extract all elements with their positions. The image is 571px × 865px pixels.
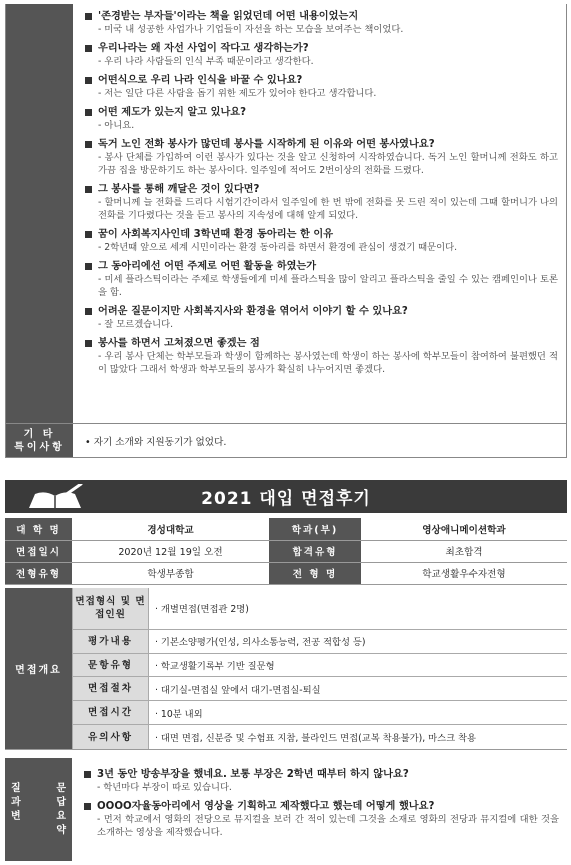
table-row: [5, 518, 567, 540]
answer-text: - 2학년때 앞으로 세계 시민이라는 환경 동아리를 하면서 환경에 관심이 생겼기 때문이다.: [98, 242, 458, 253]
square-bullet-icon: [85, 77, 92, 84]
overview-value: · 개별면접(면접관 2명): [148, 588, 567, 629]
qa-item: [85, 10, 558, 36]
square-bullet-icon: [85, 141, 92, 148]
answer-text: - 할머니께 늘 전화를 드리다 시험기간이라서 일주일에 한 번 밖에 전화를 못 드린 적이 있는데 그때 할머니가 나의 전화를 기다렸다는 것을 듣고 봉사의 지속성에 대해 알게 되었다.: [98, 197, 558, 221]
univ-label: 대 학 명: [5, 518, 72, 540]
overview-key: 문항유형: [72, 654, 148, 677]
overview-key: 유의사항: [72, 725, 148, 749]
answer-text: - 잘 모르겠습니다.: [98, 319, 174, 330]
qa-section-side-bar: [6, 4, 73, 423]
square-bullet-icon: [85, 308, 92, 315]
date-value: 2020년 12월 19일 오전: [72, 540, 269, 562]
info-table: [5, 518, 567, 585]
table-row: [72, 588, 567, 630]
qa-item: [85, 106, 558, 132]
notes-label: 기 타 특이사항: [6, 424, 73, 457]
qa-item: [85, 74, 558, 100]
qa-summary-label: 질 문 과 답 변 요 약: [5, 758, 72, 861]
overview-value: · 대기실-면접실 앞에서 대기-면접실-퇴실: [148, 677, 567, 700]
answer-text: - 우리 나라 사람들의 인식 부족 때문이라고 생각한다.: [98, 56, 314, 67]
univ-value: 경성대학교: [72, 518, 269, 540]
qa-item: [85, 260, 558, 299]
dept-value: 영상애니메이션학과: [361, 518, 567, 540]
track-value: 학교생활우수자전형: [361, 562, 567, 584]
interview-overview: [5, 588, 567, 750]
answer-text: - 우리 봉사 단체는 학부모들과 학생이 함께하는 봉사였는데 학생이 하는 봉사에 학부모들이 참여하여 불편했던 적이 많았다 그래서 학생과 학부모들의 봉사가 확실히 나누어지면 좋겠다.: [98, 351, 558, 375]
overview-value: · 기본소양평가(인성, 의사소통능력, 전공 적합성 등): [148, 630, 567, 653]
overview-label: 면접개요: [5, 588, 72, 749]
table-row: [72, 654, 567, 678]
banner-title: 2021 대입 면접후기: [201, 489, 371, 509]
type-label: 전형유형: [5, 562, 72, 584]
result-value: 최초합격: [361, 540, 567, 562]
overview-value: · 학교생활기록부 기반 질문형: [148, 654, 567, 677]
overview-key: 평가내용: [72, 630, 148, 653]
answer-text: - 학년마다 부장이 따로 있습니다.: [97, 782, 232, 793]
question-text: 그 동아리에선 어떤 주제로 어떤 활동을 하였는가: [98, 261, 317, 272]
table-row: [5, 540, 567, 562]
track-label: 전 형 명: [269, 562, 361, 584]
qa-summary-section: [5, 758, 567, 861]
answer-text: - 아니요.: [98, 120, 135, 131]
qa-item: [85, 228, 558, 254]
table-row: [72, 630, 567, 654]
type-value: 학생부종합: [72, 562, 269, 584]
table-row: [72, 725, 567, 749]
qa-item: [85, 138, 558, 177]
question-text: 3년 동안 방송부장을 했네요. 보통 부장은 2학년 때부터 하지 않나요?: [97, 769, 409, 780]
square-bullet-icon: [84, 771, 91, 778]
question-text: 어려운 질문이지만 사회복지사와 환경을 엮어서 이야기 할 수 있나요?: [98, 306, 408, 317]
square-bullet-icon: [84, 803, 91, 810]
qa-item: [84, 768, 559, 794]
question-text: OOOO자율동아리에서 영상을 기획하고 제작했다고 했는데 어떻게 했나요?: [97, 801, 435, 812]
question-text: 어떤 제도가 있는지 알고 있나요?: [98, 107, 247, 118]
question-text: 독거 노인 전화 봉사가 많던데 봉사를 시작하게 된 이유와 어떤 봉사였나요?: [98, 139, 435, 150]
answer-text: - 저는 일단 다른 사람을 돕기 위한 제도가 있어야 한다고 생각합니다.: [98, 88, 377, 99]
question-text: 봉사를 하면서 고쳐졌으면 좋겠는 점: [98, 338, 260, 349]
notes-text: • 자기 소개와 지원동기가 없었다.: [85, 436, 227, 448]
overview-key: 면접절차: [72, 677, 148, 700]
square-bullet-icon: [85, 340, 92, 347]
question-text: 우리나라는 왜 자선 사업이 작다고 생각하는가?: [98, 43, 309, 54]
answer-text: - 미국 내 성공한 사업가나 기업들이 자선을 하는 모습을 보여주는 책이었다.: [98, 24, 404, 35]
answer-text: - 미세 플라스틱이라는 주제로 학생들에게 미세 플라스틱을 많이 알리고 플라스틱을 줄일 수 있는 캠페인이나 토론을 함.: [98, 274, 558, 298]
question-text: 그 봉사를 통해 깨달은 것이 있다면?: [98, 184, 260, 195]
qa-item: [85, 337, 558, 376]
qa-item: [85, 183, 558, 222]
table-row: [72, 677, 567, 701]
table-row: [5, 562, 567, 584]
square-bullet-icon: [85, 109, 92, 116]
result-label: 합격유형: [269, 540, 361, 562]
date-label: 면접일시: [5, 540, 72, 562]
square-bullet-icon: [85, 231, 92, 238]
qa-list: [73, 4, 566, 423]
question-text: 꿈이 사회복지사인데 3학년때 환경 동아리는 한 이유: [98, 229, 334, 240]
table-row: [72, 701, 567, 725]
open-book-pen-icon: [25, 484, 85, 510]
overview-value: · 10분 내외: [148, 701, 567, 724]
square-bullet-icon: [85, 186, 92, 193]
overview-key: 면접시간: [72, 701, 148, 724]
qa-item: [85, 305, 558, 331]
square-bullet-icon: [85, 45, 92, 52]
overview-key: 면접형식 및 면접인원: [72, 588, 148, 629]
answer-text: - 봉사 단체를 가입하여 이런 봉사가 있다는 것을 알고 신청하여 시작하였습니다. 독거 노인 할머니께 전화도 하고 가끔 집을 방문하기도 하는 봉사이다. 일주일에 적어도 2번이상의 전화를 드렸다.: [98, 152, 558, 176]
review-banner: [5, 480, 567, 513]
question-text: '존경받는 부자들'이라는 책을 읽었던데 어떤 내용이었는지: [98, 11, 359, 22]
dept-label: 학과(부): [269, 518, 361, 540]
answer-text: - 먼저 학교에서 영화의 전당으로 뮤지컬을 보러 간 적이 있는데 그것을 소재로 영화의 전당과 뮤지컬에 대한 것을 소개하는 영상을 제작했습니다.: [97, 814, 559, 838]
square-bullet-icon: [85, 263, 92, 270]
overview-value: · 대면 면접, 신분증 및 수험표 지참, 블라인드 면접(교복 착용불가), 마스크 착용: [148, 725, 567, 749]
qa-item: [85, 42, 558, 68]
question-text: 어떤식으로 우리 나라 인식을 바꿀 수 있나요?: [98, 75, 303, 86]
square-bullet-icon: [85, 13, 92, 20]
qa-section-top: [5, 4, 567, 424]
qa-list: [72, 758, 567, 861]
notes-row: [5, 424, 567, 458]
qa-item: [84, 800, 559, 839]
